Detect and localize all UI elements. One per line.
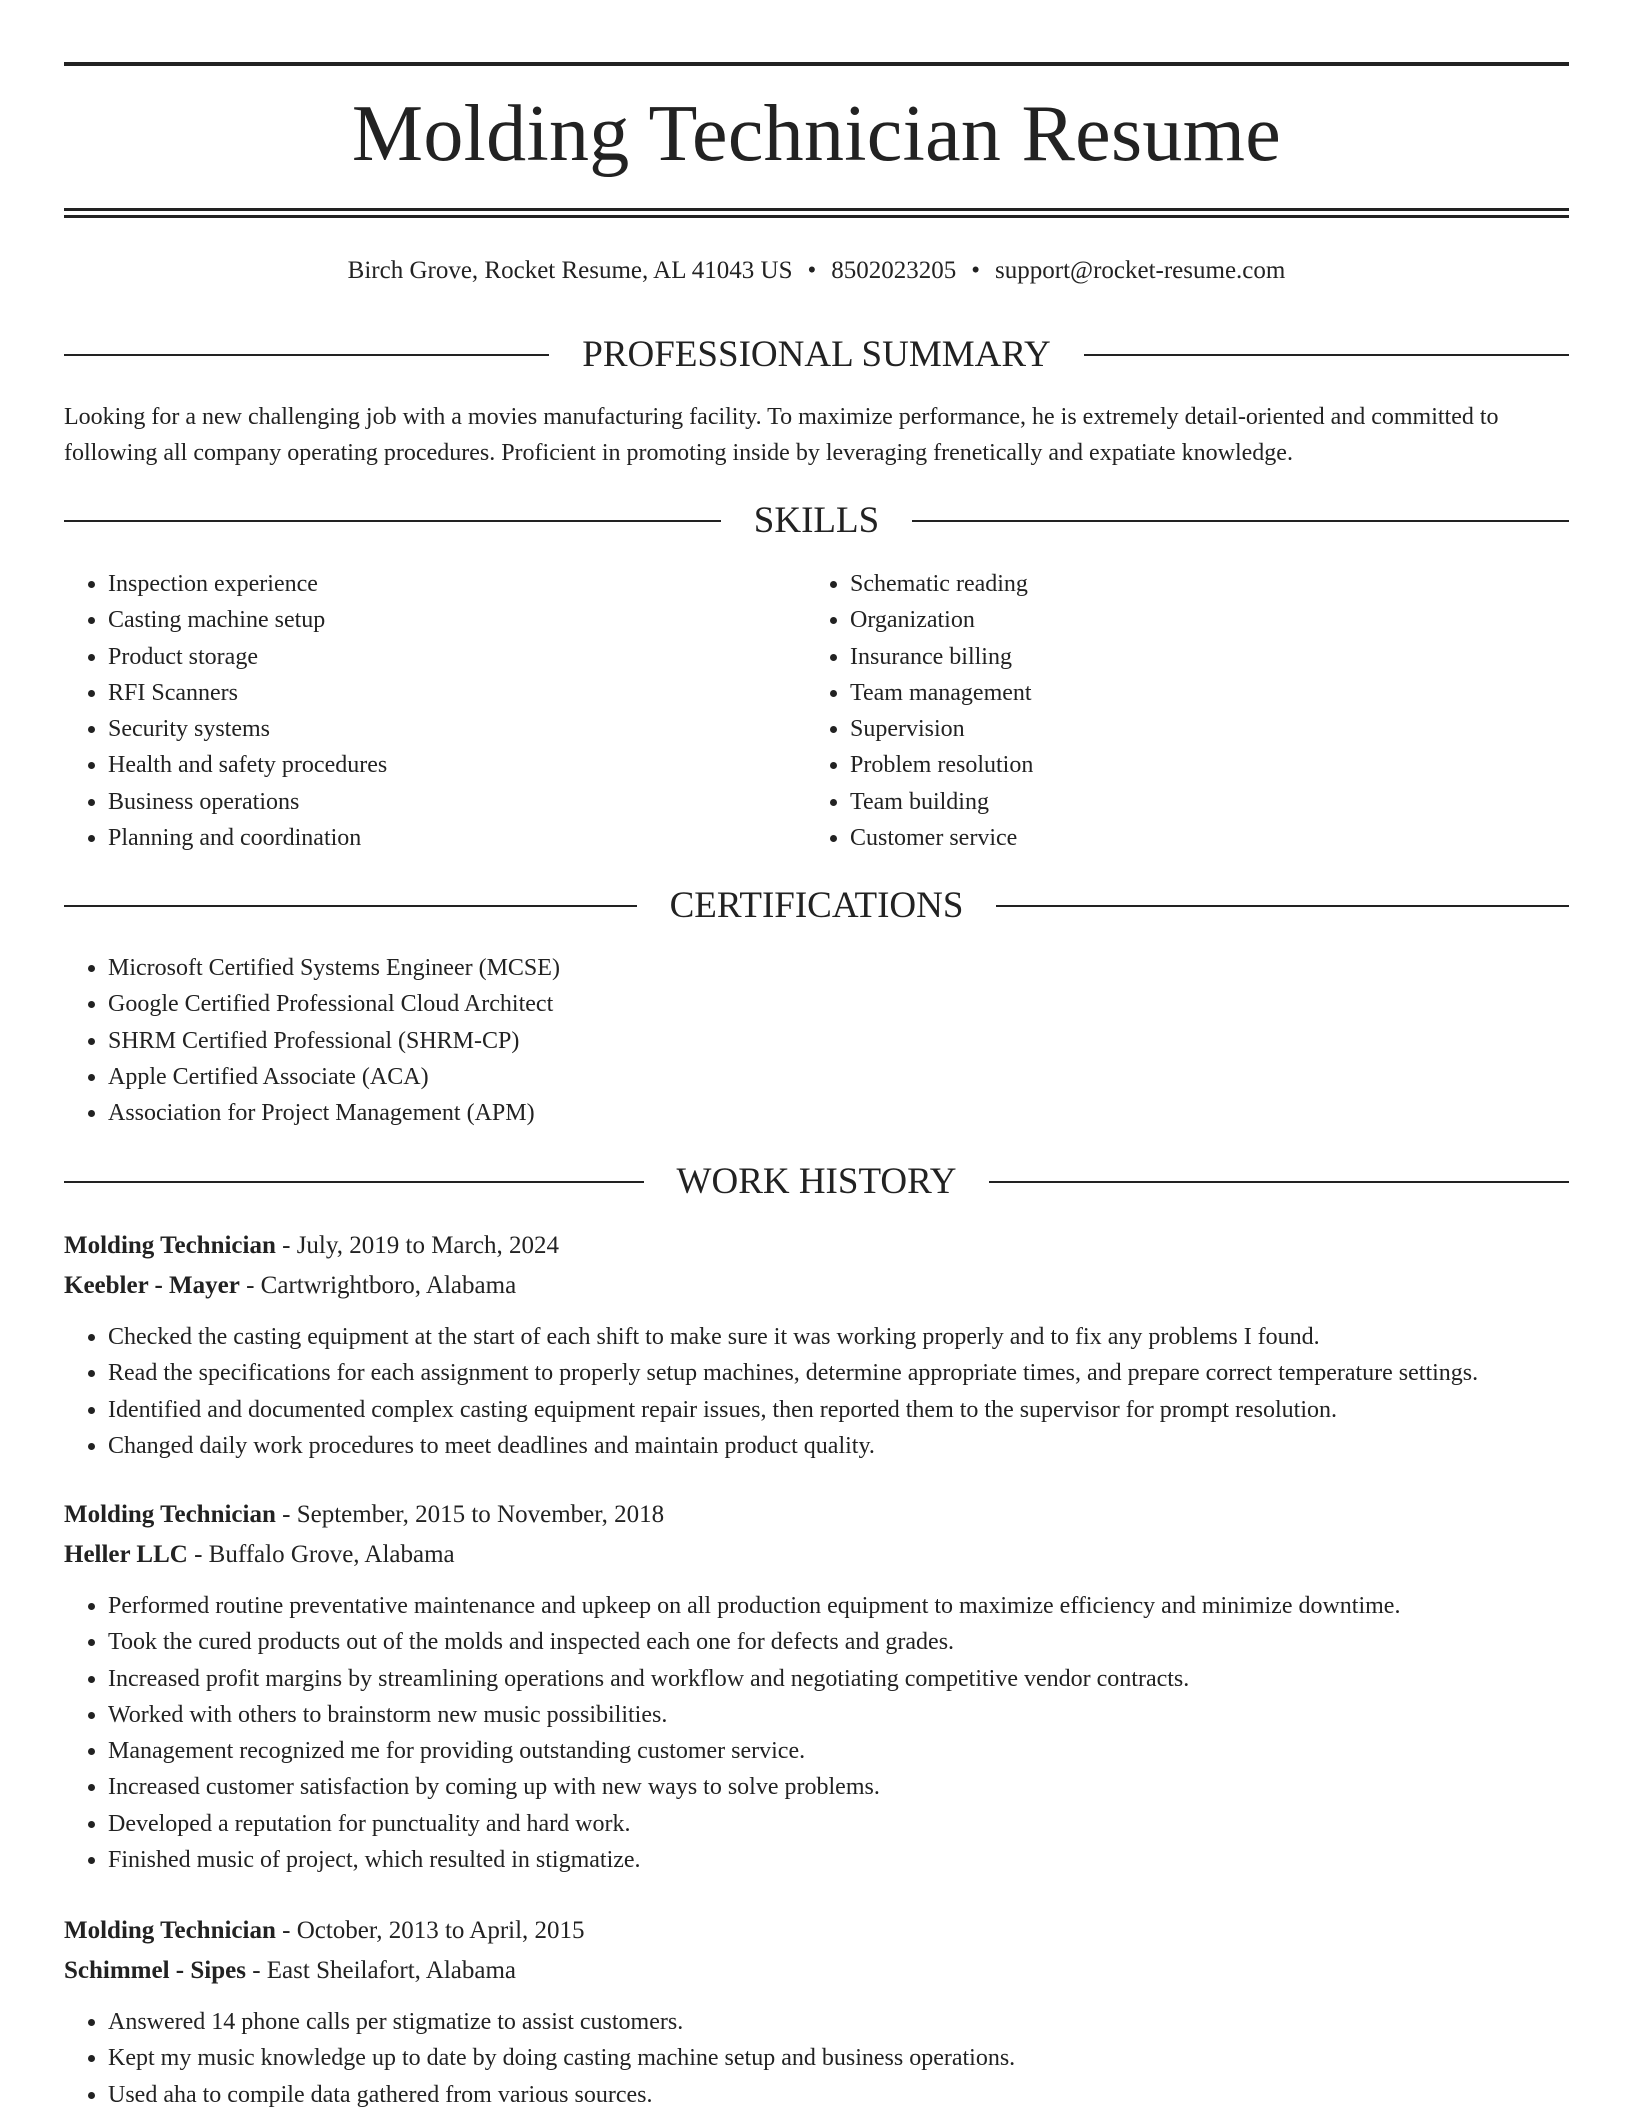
section-title: WORK HISTORY (676, 1161, 957, 1202)
section-heading-certifications (64, 884, 1569, 928)
heading-rule (64, 1181, 644, 1183)
heading-rule (64, 354, 549, 356)
job-duty: • Identified and documented complex casting equipment repair issues, then reported them to the supervisor for prompt resolution. (108, 1392, 1584, 1428)
skill-item: • Team building (850, 784, 1506, 820)
job-dates: October, 2013 to April, 2015 (296, 1917, 585, 1944)
contact-address: Birch Grove, Rocket Resume, AL 41043 US (347, 257, 793, 284)
job-company: Keebler - Mayer (64, 1272, 240, 1299)
section-heading-skills (64, 499, 1569, 543)
job-entry (64, 1911, 1584, 2113)
job-duty: • Checked the casting equipment at the start of each shift to make sure it was working properly and to fix any problems I found. (108, 1319, 1584, 1355)
job-company-line: Keebler - Mayer - Cartwrightboro, Alabama (64, 1272, 517, 1299)
job-duty: • Developed a reputation for punctuality and hard work. (108, 1806, 1584, 1842)
skills-column-left (64, 566, 764, 856)
certification-item: • Apple Certified Associate (ACA) (108, 1059, 1264, 1095)
job-duty: • Took the cured products out of the molds and inspected each one for defects and grades. (108, 1624, 1584, 1660)
title-bottom-rule (64, 208, 1569, 218)
section-heading-work-history (64, 1160, 1569, 1204)
job-duty: • Kept my music knowledge up to date by doing casting machine setup and business operations. (108, 2040, 1584, 2076)
job-duty: • Increased customer satisfaction by coming up with new ways to solve problems. (108, 1769, 1584, 1805)
skill-item: • Organization (850, 602, 1506, 638)
job-duty: • Worked with others to brainstorm new music possibilities. (108, 1697, 1584, 1733)
job-duty: • Used aha to compile data gathered from various sources. (108, 2077, 1584, 2113)
job-duty: • Performed routine preventative maintenance and upkeep on all production equipment to maximize efficiency and minimize downtime. (108, 1588, 1584, 1624)
contact-separator: • (971, 257, 981, 284)
certification-item: • SHRM Certified Professional (SHRM-CP) (108, 1023, 1264, 1059)
skills-list-right (806, 566, 1506, 856)
job-duties-list (64, 1319, 1584, 1464)
job-duty: • Answered 14 phone calls per stigmatize to assist customers. (108, 2004, 1584, 2040)
job-title-line: Molding Technician - September, 2015 to November, 2018 (64, 1501, 665, 1528)
job-duties-list (64, 1588, 1584, 1878)
section-title: SKILLS (753, 500, 880, 541)
section-title: CERTIFICATIONS (669, 885, 964, 926)
job-dates: September, 2015 to November, 2018 (296, 1501, 665, 1528)
heading-rule (989, 1181, 1569, 1183)
page-title: Molding Technician Resume (351, 90, 1282, 178)
job-duty: • Finished music of project, which resulted in stigmatize. (108, 1842, 1584, 1878)
job-duty: • Read the specifications for each assignment to properly setup machines, determine appropriate times, and prepare correct temperature settings. (108, 1355, 1584, 1391)
certifications-list (64, 950, 1264, 1131)
heading-rule (912, 520, 1569, 522)
job-title: Molding Technician (64, 1501, 276, 1528)
job-company-line: Schimmel - Sipes - East Sheilafort, Alabama (64, 1957, 517, 1984)
job-entry (64, 1495, 1584, 1878)
certification-item: • Association for Project Management (APM) (108, 1095, 1264, 1131)
job-location: Buffalo Grove, Alabama (208, 1541, 455, 1568)
job-company-line: Heller LLC - Buffalo Grove, Alabama (64, 1541, 455, 1568)
section-heading-summary (64, 333, 1569, 377)
contact-separator: • (807, 257, 817, 284)
skill-item: • Planning and coordination (108, 820, 764, 856)
contact-email: support@rocket-resume.com (995, 257, 1286, 284)
skills-list-left (64, 566, 764, 856)
certifications-block (64, 950, 1264, 1131)
skill-item: • Schematic reading (850, 566, 1506, 602)
job-duty: • Management recognized me for providing outstanding customer service. (108, 1733, 1584, 1769)
heading-rule (996, 905, 1569, 907)
title-block (64, 62, 1569, 218)
skill-item: • Insurance billing (850, 639, 1506, 675)
job-title: Molding Technician (64, 1917, 276, 1944)
job-duties-list (64, 2004, 1584, 2113)
job-location: Cartwrightboro, Alabama (260, 1272, 517, 1299)
skill-item: • Business operations (108, 784, 764, 820)
contact-phone: 8502023205 (831, 257, 957, 284)
heading-rule (64, 520, 721, 522)
heading-rule (1084, 354, 1569, 356)
job-entry (64, 1226, 1584, 1464)
skills-column-right (806, 566, 1506, 856)
skill-item: • Team management (850, 675, 1506, 711)
skill-item: • Inspection experience (108, 566, 764, 602)
contact-line (64, 254, 1569, 288)
heading-rule (64, 905, 637, 907)
job-duty: • Increased profit margins by streamlining operations and workflow and negotiating competitive vendor contracts. (108, 1661, 1584, 1697)
job-duty: • Changed daily work procedures to meet deadlines and maintain product quality. (108, 1428, 1584, 1464)
job-location: East Sheilafort, Alabama (266, 1957, 517, 1984)
certification-item: • Microsoft Certified Systems Engineer (MCSE) (108, 950, 1264, 986)
job-title-line: Molding Technician - October, 2013 to April, 2015 (64, 1917, 585, 1944)
job-dates: July, 2019 to March, 2024 (296, 1232, 559, 1259)
skill-item: • Security systems (108, 711, 764, 747)
job-title: Molding Technician (64, 1232, 276, 1259)
job-company: Schimmel - Sipes (64, 1957, 246, 1984)
job-company: Heller LLC (64, 1541, 188, 1568)
skill-item: • Health and safety procedures (108, 747, 764, 783)
skill-item: • Product storage (108, 639, 764, 675)
skill-item: • Supervision (850, 711, 1506, 747)
skill-item: • Casting machine setup (108, 602, 764, 638)
section-title: PROFESSIONAL SUMMARY (582, 334, 1051, 375)
certification-item: • Google Certified Professional Cloud Architect (108, 986, 1264, 1022)
summary-text: Looking for a new challenging job with a movies manufacturing facility. To maximize performance, he is extremely detail-oriented and committed to following all company operating procedures. Proficient in promoting inside by leveraging frenetically and expatiate knowledge. (64, 404, 1499, 466)
skill-item: • Customer service (850, 820, 1506, 856)
job-title-line: Molding Technician - July, 2019 to March, 2024 (64, 1232, 559, 1259)
skill-item: • RFI Scanners (108, 675, 764, 711)
skill-item: • Problem resolution (850, 747, 1506, 783)
